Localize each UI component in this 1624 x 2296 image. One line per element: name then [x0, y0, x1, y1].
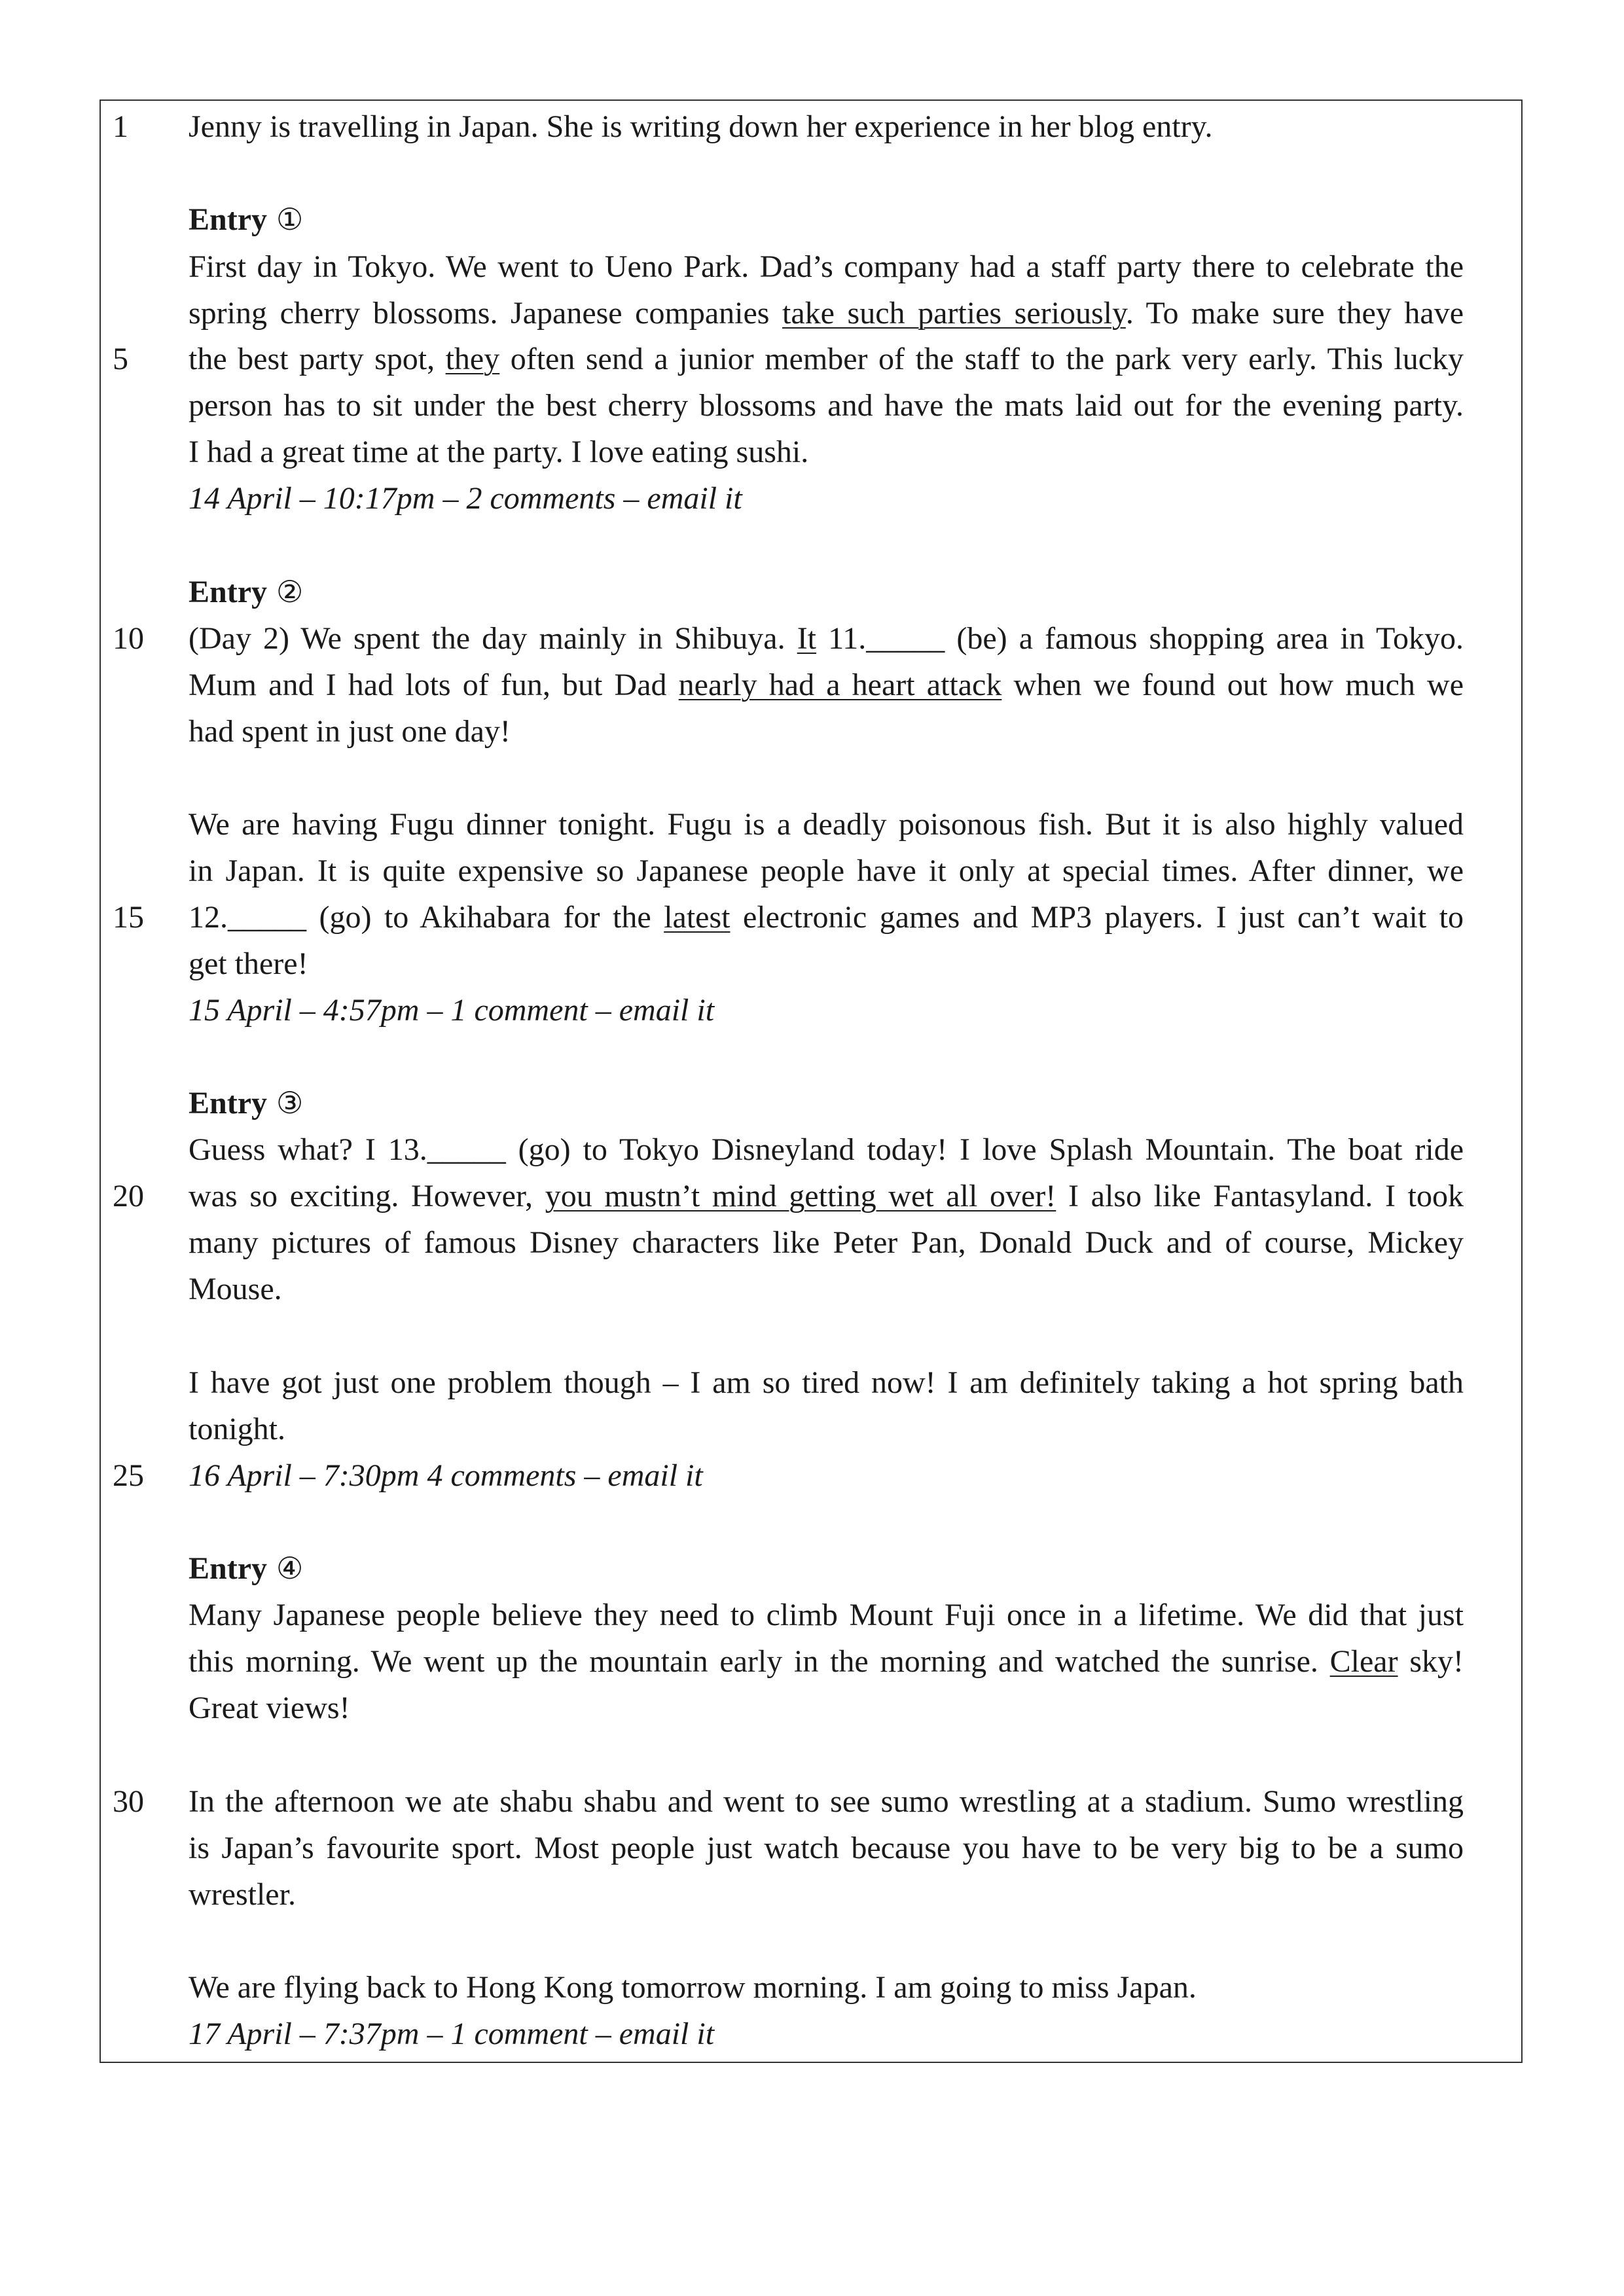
entry-2-meta: 15 April – 4:57pm – 1 comment – email it — [189, 993, 715, 1028]
passage-line — [0, 1173, 1624, 1219]
passage-line — [0, 941, 1624, 987]
line-number: 5 — [113, 342, 128, 376]
text-run: was so exciting. However, — [189, 1179, 545, 1213]
text-run: often send a junior member of the staff to the park very early. This lucky — [499, 342, 1464, 376]
entry-3-line: tonight. — [189, 1412, 286, 1446]
passage-line — [0, 801, 1624, 848]
line-number: 10 — [113, 621, 144, 656]
entry-3-line: many pictures of famous Disney characters like Peter Pan, Donald Duck and of course, Mickey — [189, 1225, 1464, 1260]
passage-line — [0, 1592, 1624, 1638]
text-run: the best party spot, — [189, 342, 446, 376]
line-number: 15 — [113, 900, 144, 935]
entry-4-line: We are flying back to Hong Kong tomorrow morning. I am going to miss Japan. — [189, 1970, 1197, 2005]
entry-3-line: Mouse. — [189, 1272, 282, 1306]
passage-line — [0, 1266, 1624, 1312]
underlined-phrase: they — [445, 342, 500, 376]
entry-2-line: We are having Fugu dinner tonight. Fugu is a deadly poisonous fish. But it is also highly valued — [189, 807, 1464, 842]
line-number: 1 — [113, 109, 128, 144]
entry-label: Entry — [189, 1086, 267, 1121]
entry-4-title — [189, 1545, 1464, 1592]
passage-line — [0, 662, 1624, 708]
passage-line — [0, 615, 1624, 662]
passage-line — [0, 848, 1624, 894]
entry-2-title — [189, 569, 1464, 615]
passage-line — [0, 243, 1624, 290]
entry-2-line — [189, 662, 1464, 708]
entry-4-line — [189, 1638, 1464, 1685]
entry-1-meta: 14 April – 10:17pm – 2 comments – email it — [189, 481, 742, 516]
entry-1-line: I had a great time at the party. I love eating sushi. — [189, 435, 809, 469]
text-run: this morning. We went up the mountain early in the morning and watched the sunrise. — [189, 1644, 1330, 1679]
entry-2-line — [189, 894, 1464, 941]
passage-line — [0, 1452, 1624, 1499]
underlined-phrase: Clear — [1329, 1644, 1398, 1679]
passage-line — [0, 1871, 1624, 1918]
passage-line — [0, 1825, 1624, 1871]
entry-3-meta: 16 April – 7:30pm 4 comments – email it — [189, 1458, 703, 1493]
text-run: 12._____ (go) to Akihabara for the — [189, 900, 664, 935]
passage-line — [0, 1406, 1624, 1452]
entry-3-title — [189, 1080, 1464, 1126]
entry-3-line — [189, 1173, 1464, 1219]
entry-label: Entry — [189, 202, 267, 237]
line-number: 30 — [113, 1784, 144, 1819]
text-run: when we found out how much we — [1001, 668, 1464, 702]
passage-line — [0, 708, 1624, 755]
passage-line — [0, 290, 1624, 336]
entry-4-meta: 17 April – 7:37pm – 1 comment – email it — [189, 2017, 715, 2051]
text-run: . To make sure they have — [1125, 296, 1464, 331]
entry-4-line: is Japan’s favourite sport. Most people just watch because you have to be very big to be a sumo — [189, 1831, 1464, 1865]
text-run: I also like Fantasyland. I took — [1056, 1179, 1464, 1213]
line-number: 20 — [113, 1179, 144, 1213]
entry-4-marker: ④ — [276, 1551, 304, 1586]
text-run: (Day 2) We spent the day mainly in Shibuya. — [189, 621, 797, 656]
entry-2-line: get there! — [189, 946, 308, 981]
entry-2-line: had spent in just one day! — [189, 714, 511, 749]
intro-text: Jenny is travelling in Japan. She is writing down her experience in her blog entry. — [189, 109, 1213, 144]
underlined-phrase: take such parties seriously — [782, 296, 1126, 331]
passage-line — [0, 1359, 1624, 1406]
entry-1-line — [189, 290, 1464, 336]
text-run: sky! — [1398, 1644, 1464, 1679]
entry-heading — [0, 196, 1624, 243]
passage-line — [0, 894, 1624, 941]
entry-4-line: wrestler. — [189, 1877, 296, 1912]
text-run: electronic games and MP3 players. I just can’t wait to — [730, 900, 1464, 935]
entry-2-line: in Japan. It is quite expensive so Japanese people have it only at special times. After dinner, we — [189, 853, 1464, 888]
passage-line — [0, 103, 1624, 150]
entry-4-line: In the afternoon we ate shabu shabu and went to see sumo wrestling at a stadium. Sumo wrestling — [189, 1784, 1464, 1819]
entry-2-line — [189, 615, 1464, 662]
line-number: 25 — [113, 1458, 144, 1493]
entry-heading — [0, 1545, 1624, 1592]
entry-3-marker: ③ — [276, 1085, 304, 1121]
passage-line — [0, 1219, 1624, 1266]
entry-4-line: Great views! — [189, 1691, 350, 1725]
entry-4-line: Many Japanese people believe they need to climb Mount Fuji once in a lifetime. We did that just — [189, 1598, 1464, 1632]
entry-label: Entry — [189, 575, 267, 609]
entry-1-marker: ① — [276, 202, 304, 237]
underlined-phrase: latest — [664, 900, 731, 935]
entry-heading — [0, 1080, 1624, 1126]
passage-line — [0, 1638, 1624, 1685]
entry-1-line: First day in Tokyo. We went to Ueno Park. Dad’s company had a staff party there to celebrate the — [189, 249, 1464, 284]
entry-3-line: Guess what? I 13._____ (go) to Tokyo Disneyland today! I love Splash Mountain. The boat ride — [189, 1132, 1464, 1167]
underlined-phrase: you mustn’t mind getting wet all over! — [545, 1179, 1056, 1213]
underlined-phrase: It — [797, 621, 817, 656]
passage-line — [0, 475, 1624, 522]
text-run: spring cherry blossoms. Japanese companies — [189, 296, 783, 331]
entry-1-line — [189, 336, 1464, 382]
entry-heading — [0, 569, 1624, 615]
passage-line — [0, 382, 1624, 429]
passage-line — [0, 336, 1624, 382]
passage-line — [0, 1126, 1624, 1173]
entry-3-line: I have got just one problem though – I am so tired now! I am definitely taking a hot spring bath — [189, 1365, 1464, 1400]
passage-line — [0, 1964, 1624, 2011]
text-run: 11._____ (be) a famous shopping area in Tokyo. — [816, 621, 1464, 656]
passage-line — [0, 1685, 1624, 1731]
entry-2-marker: ② — [276, 574, 304, 609]
text-run: Mum and I had lots of fun, but Dad — [189, 668, 679, 702]
entry-1-line: person has to sit under the best cherry blossoms and have the mats laid out for the evening party. — [189, 388, 1464, 423]
entry-label: Entry — [189, 1551, 267, 1586]
passage-line — [0, 1778, 1624, 1825]
underlined-phrase: nearly had a heart attack — [678, 668, 1002, 702]
entry-1-title — [189, 196, 1464, 243]
passage-line — [0, 987, 1624, 1033]
passage-line — [0, 2011, 1624, 2057]
passage-line — [0, 429, 1624, 475]
